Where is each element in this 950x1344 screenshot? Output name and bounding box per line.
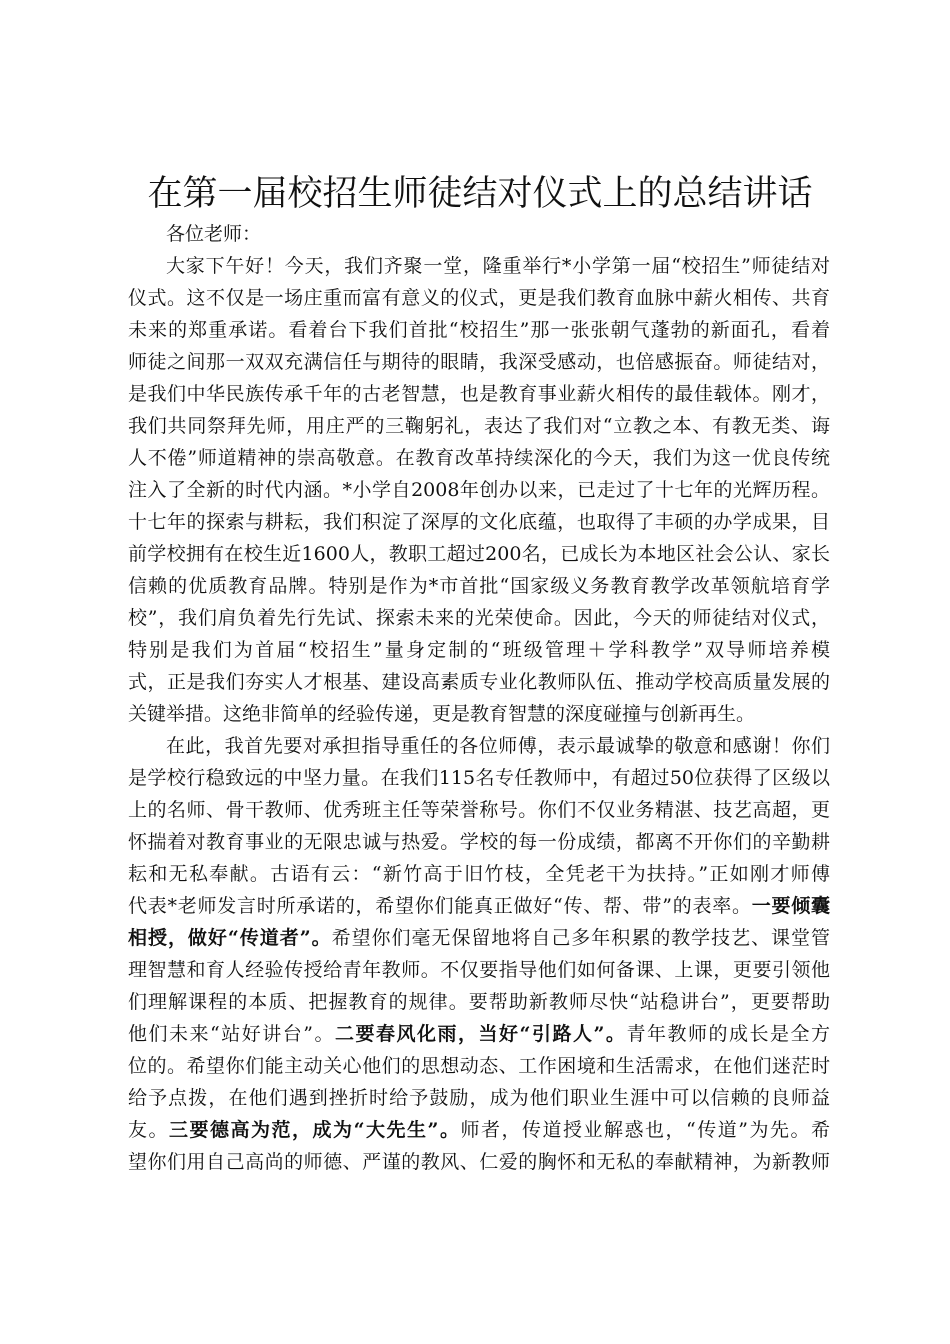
paragraph-line: 是学校行稳致远的中坚力量。在我们115名专任教师中，有超过50位获得了区级以: [128, 767, 830, 789]
emphasis-text: 三要德高为范，成为“大先生”。: [169, 1119, 461, 1141]
paragraph-line: [128, 1018, 830, 1050]
paragraph-line: 特别是我们为首届“校招生”量身定制的“班级管理＋学科教学”双导师培养模: [128, 639, 830, 661]
line-text: 他们未来“站好讲台”。: [128, 1023, 335, 1045]
paragraph-line: 十七年的探索与耕耘，我们积淀了深厚的文化底蕴，也取得了丰硕的办学成果，目: [128, 511, 830, 533]
paragraph-line: 位的。希望你们能主动关心他们的思想动态、工作困境和生活需求，在他们迷茫时: [128, 1055, 830, 1077]
paragraph-line: 是我们中华民族传承千年的古老智慧，也是教育事业薪火相传的最佳载体。刚才，: [128, 383, 830, 405]
emphasis-text: 一要倾囊: [751, 895, 830, 917]
paragraph-line: 未来的郑重承诺。看着台下我们首批“校招生”那一张张朝气蓬勃的新面孔，看着: [128, 319, 830, 341]
paragraph-line: 理智慧和育人经验传授给青年教师。不仅要指导他们如何备课、上课，更要引领他: [128, 959, 830, 981]
paragraph-line: 耘和无私奉献。古语有云：“新竹高于旧竹枝，全凭老干为扶持。”正如刚才师傅: [128, 863, 830, 885]
paragraph-line: 人不倦”师道精神的崇高敬意。在教育改革持续深化的今天，我们为这一优良传统: [128, 447, 830, 469]
paragraph-line: 注入了全新的时代内涵。*小学自2008年创办以来，已走过了十七年的光辉历程。: [128, 479, 830, 501]
line-text: 青年教师的成长是全方: [626, 1023, 831, 1045]
document-body: [128, 218, 830, 1178]
paragraph-line: 式，正是我们夯实人才根基、建设高素质专业化教师队伍、推动学校高质量发展的: [128, 671, 830, 693]
paragraph-line: 信赖的优质教育品牌。特别是作为*市首批“国家级义务教育教学改革领航培育学: [128, 575, 830, 597]
paragraph-line: 在此，我首先要对承担指导重任的各位师傅，表示最诚挚的敬意和感谢！你们: [166, 735, 830, 757]
paragraph-line: 望你们用自己高尚的师德、严谨的教风、仁爱的胸怀和无私的奉献精神，为新教师: [128, 1151, 830, 1173]
paragraph-line: 校”，我们肩负着先行先试、探索未来的光荣使命。因此，今天的师徒结对仪式，: [128, 607, 830, 629]
paragraph-line: 怀揣着对教育事业的无限忠诚与热爱。学校的每一份成绩，都离不开你们的辛勤耕: [128, 831, 830, 853]
paragraph-line: 我们共同祭拜先师，用庄严的三鞠躬礼，表达了我们对“立教之本、有教无类、诲: [128, 415, 830, 437]
paragraph-line: 关键举措。这绝非简单的经验传递，更是教育智慧的深度碰撞与创新再生。: [128, 703, 756, 725]
line-text: 师者，传道授业解惑也，“传道”为先。希: [460, 1119, 830, 1141]
paragraph-line: 仪式。这不仅是一场庄重而富有意义的仪式，更是我们教育血脉中薪火相传、共育: [128, 287, 830, 309]
salutation: 各位老师：: [166, 223, 262, 245]
paragraph-line: [128, 1114, 830, 1146]
paragraph-line: 前学校拥有在校生近1600人，教职工超过200名，已成长为本地区社会公认、家长: [128, 543, 830, 565]
emphasis-text: 相授，做好“传道者”。: [128, 927, 332, 949]
line-text: 代表*老师发言时所承诺的，希望你们能真正做好“传、帮、带”的表率。: [128, 895, 752, 917]
paragraph-line: 们理解课程的本质、把握教育的规律。要帮助新教师尽快“站稳讲台”，更要帮助: [128, 991, 830, 1013]
paragraph-line: 给予点拨，在他们遇到挫折时给予鼓励，成为他们职业生涯中可以信赖的良师益: [128, 1087, 830, 1109]
line-text: 希望你们毫无保留地将自己多年积累的教学技艺、课堂管: [331, 927, 830, 949]
paragraph-line: 师徒之间那一双双充满信任与期待的眼睛，我深受感动，也倍感振奋。师徒结对，: [128, 351, 830, 373]
paragraph-line: [128, 890, 830, 922]
paragraph-line: 上的名师、骨干教师、优秀班主任等荣誉称号。你们不仅业务精湛、技艺高超，更: [128, 799, 830, 821]
document-title: 在第一届校招生师徒结对仪式上的总结讲话: [147, 174, 813, 214]
paragraph-line: 大家下午好！今天，我们齐聚一堂，隆重举行*小学第一届“校招生”师徒结对: [166, 255, 830, 277]
emphasis-text: 二要春风化雨，当好“引路人”。: [335, 1023, 627, 1045]
line-text: 友。: [128, 1119, 170, 1141]
paragraph-line: [128, 922, 830, 954]
